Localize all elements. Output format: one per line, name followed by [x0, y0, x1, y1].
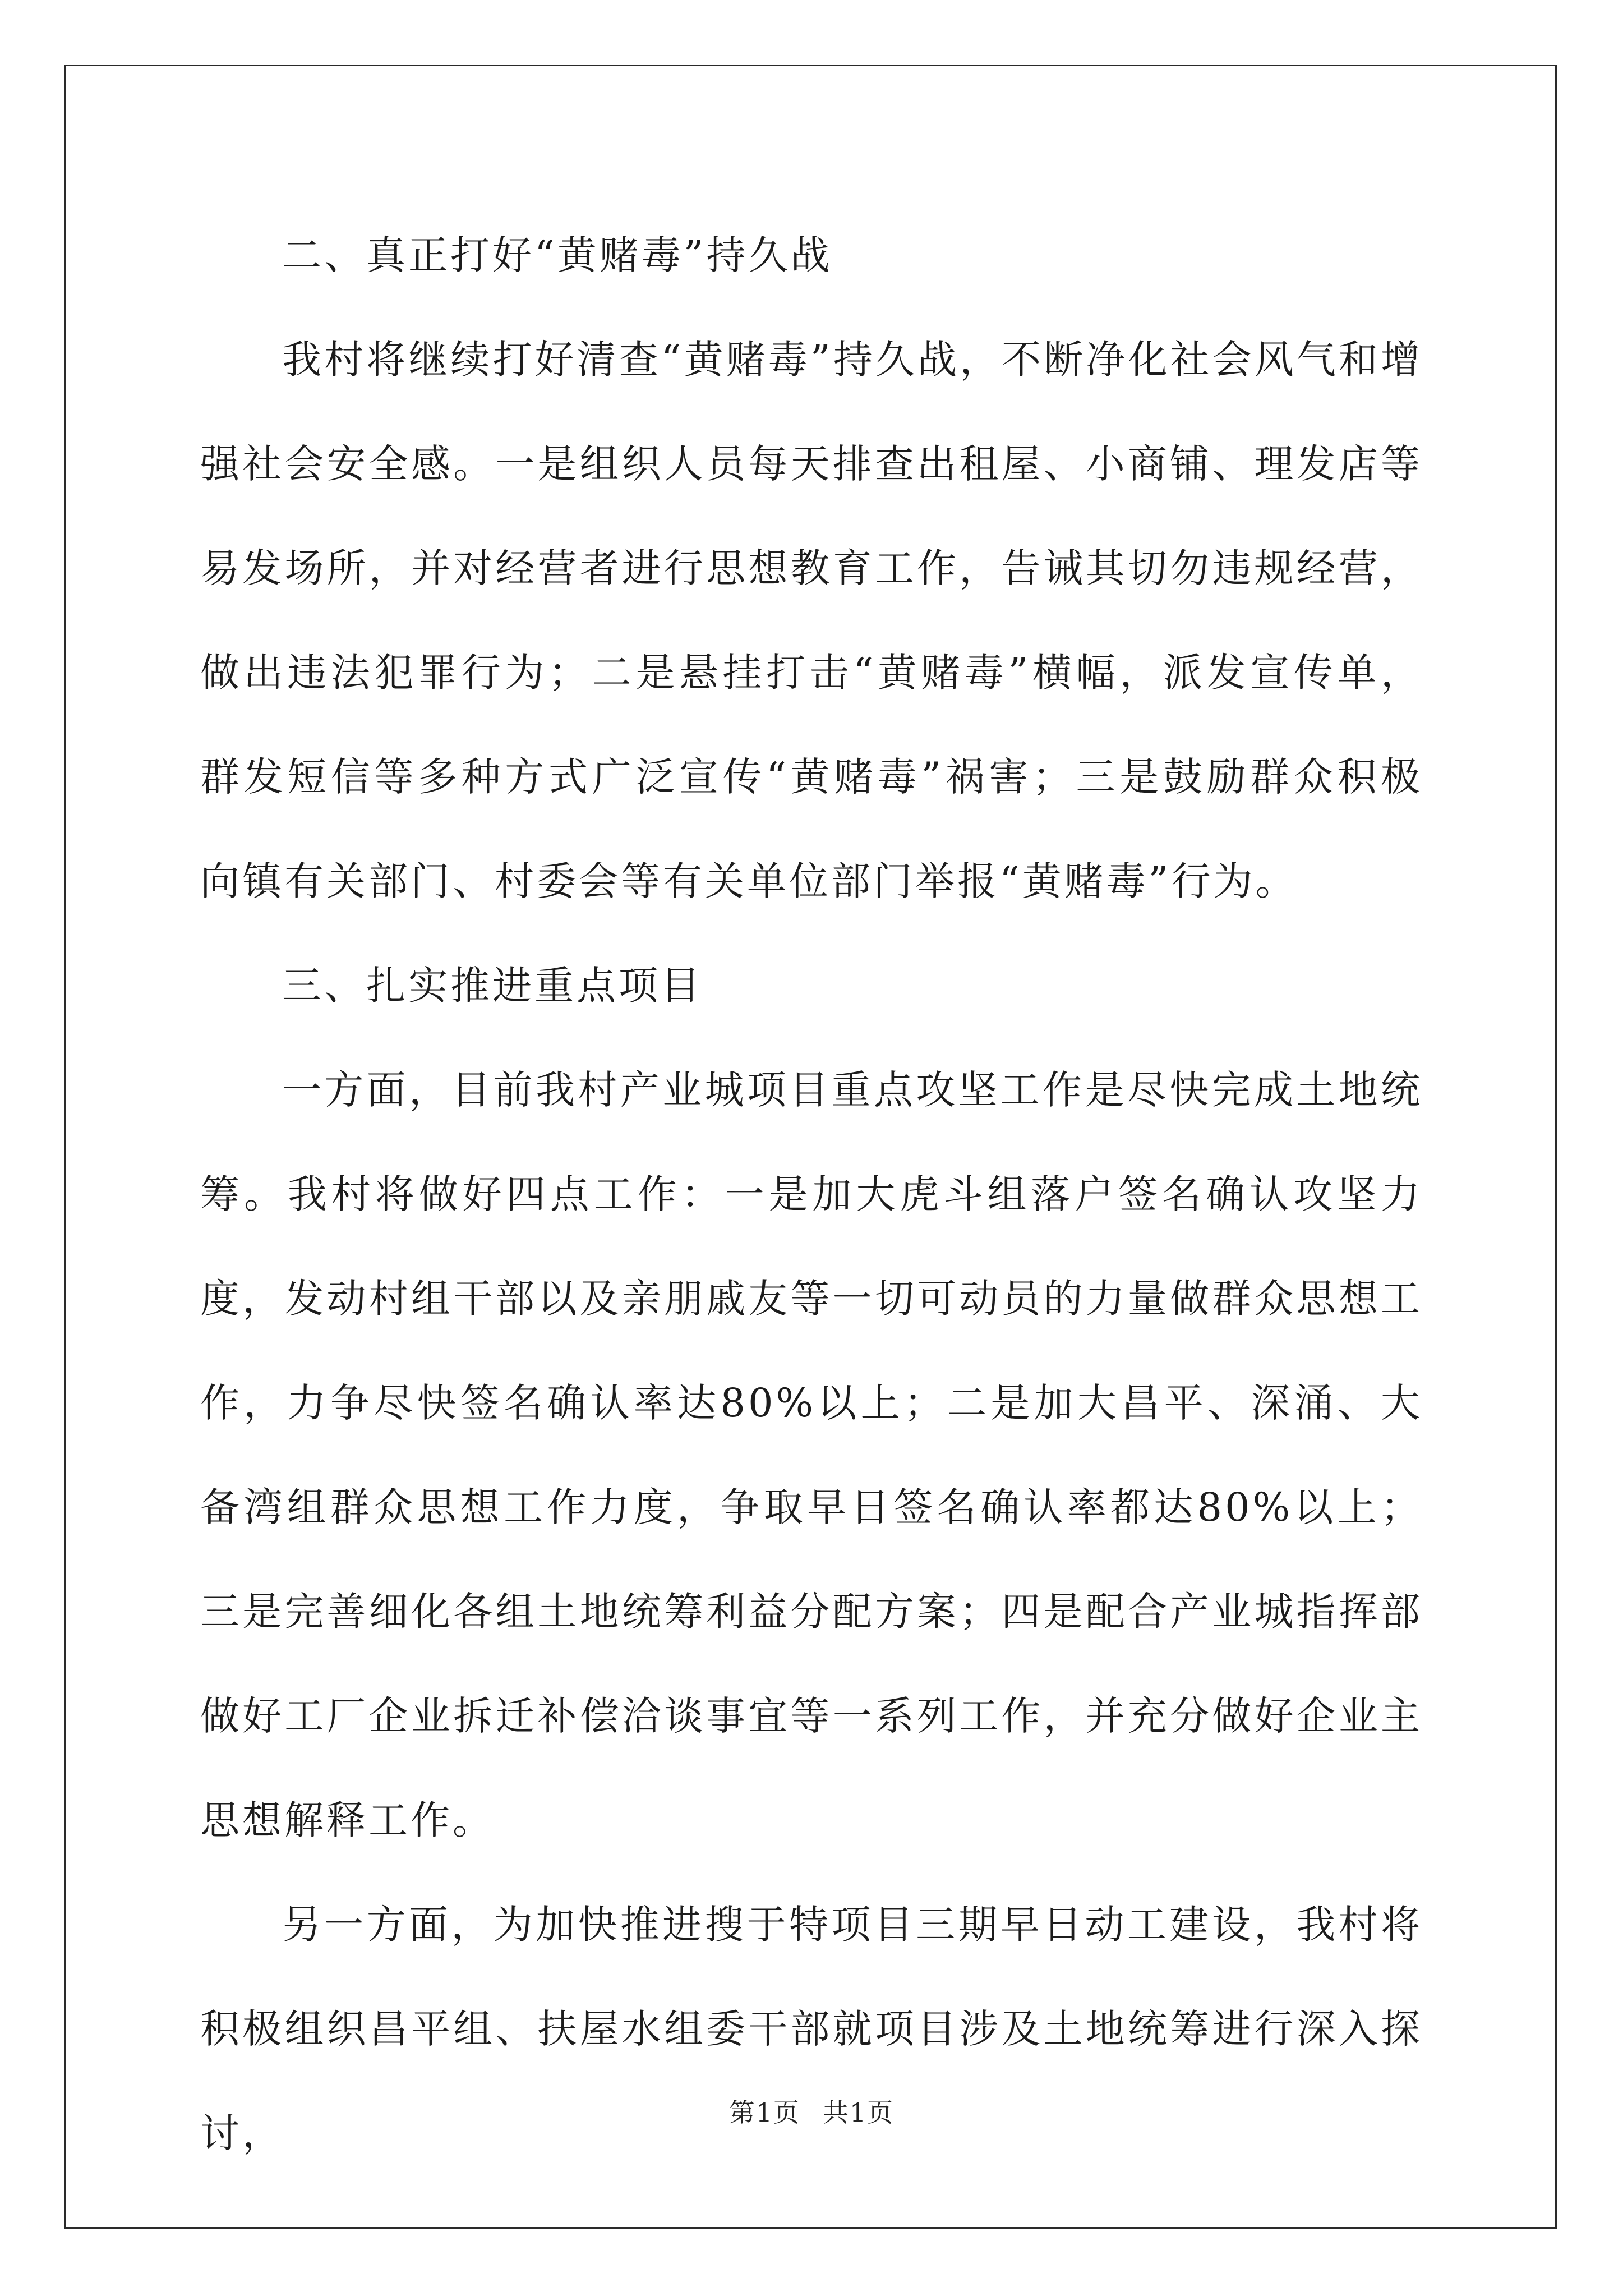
page-total: 共1页 — [823, 2097, 895, 2128]
page-number: 第1页 — [728, 2097, 800, 2128]
body-paragraph: 我村将继续打好清查“黄赌毒”持久战，不断净化社会风气和增强社会安全感。一是组织人员每天排查出租屋、小商铺、理发店等易发场所，并对经营者进行思想教育工作，告诫其切勿违规经营，做出违法犯罪行为；二是悬挂打击“黄赌毒”横幅，派发宣传单，群发短信等多种方式广泛宣传“黄赌毒”祸害；三是鼓励群众积极向镇有关部门、村委会等有关单位部门举报“黄赌毒”行为。 — [200, 337, 1423, 904]
section-heading-3: 三、扎实推进重点项目 — [282, 963, 703, 1009]
body-paragraph: 另一方面，为加快推进搜于特项目三期早日动工建设，我村将积极组织昌平组、扶屋水组委干部就项目涉及土地统筹进行深入探讨， — [200, 1902, 1423, 2156]
page-footer — [0, 2092, 1623, 2129]
body-paragraph: 一方面，目前我村产业城项目重点攻坚工作是尽快完成土地统筹。我村将做好四点工作：一是加大虎斗组落户签名确认攻坚力度，发动村组干部以及亲朋戚友等一切可动员的力量做群众思想工作，力争尽快签名确认率达80%以上；二是加大昌平、深涌、大备湾组群众思想工作力度，争取早日签名确认率都达80%以上；三是完善细化各组土地统筹利益分配方案；四是配合产业城指挥部做好工厂企业拆迁补偿洽谈事宜等一系列工作，并充分做好企业主思想解释工作。 — [200, 1067, 1423, 1843]
section-heading-2: 二、真正打好“黄赌毒”持久战 — [282, 232, 833, 278]
document-body — [200, 203, 1423, 2185]
